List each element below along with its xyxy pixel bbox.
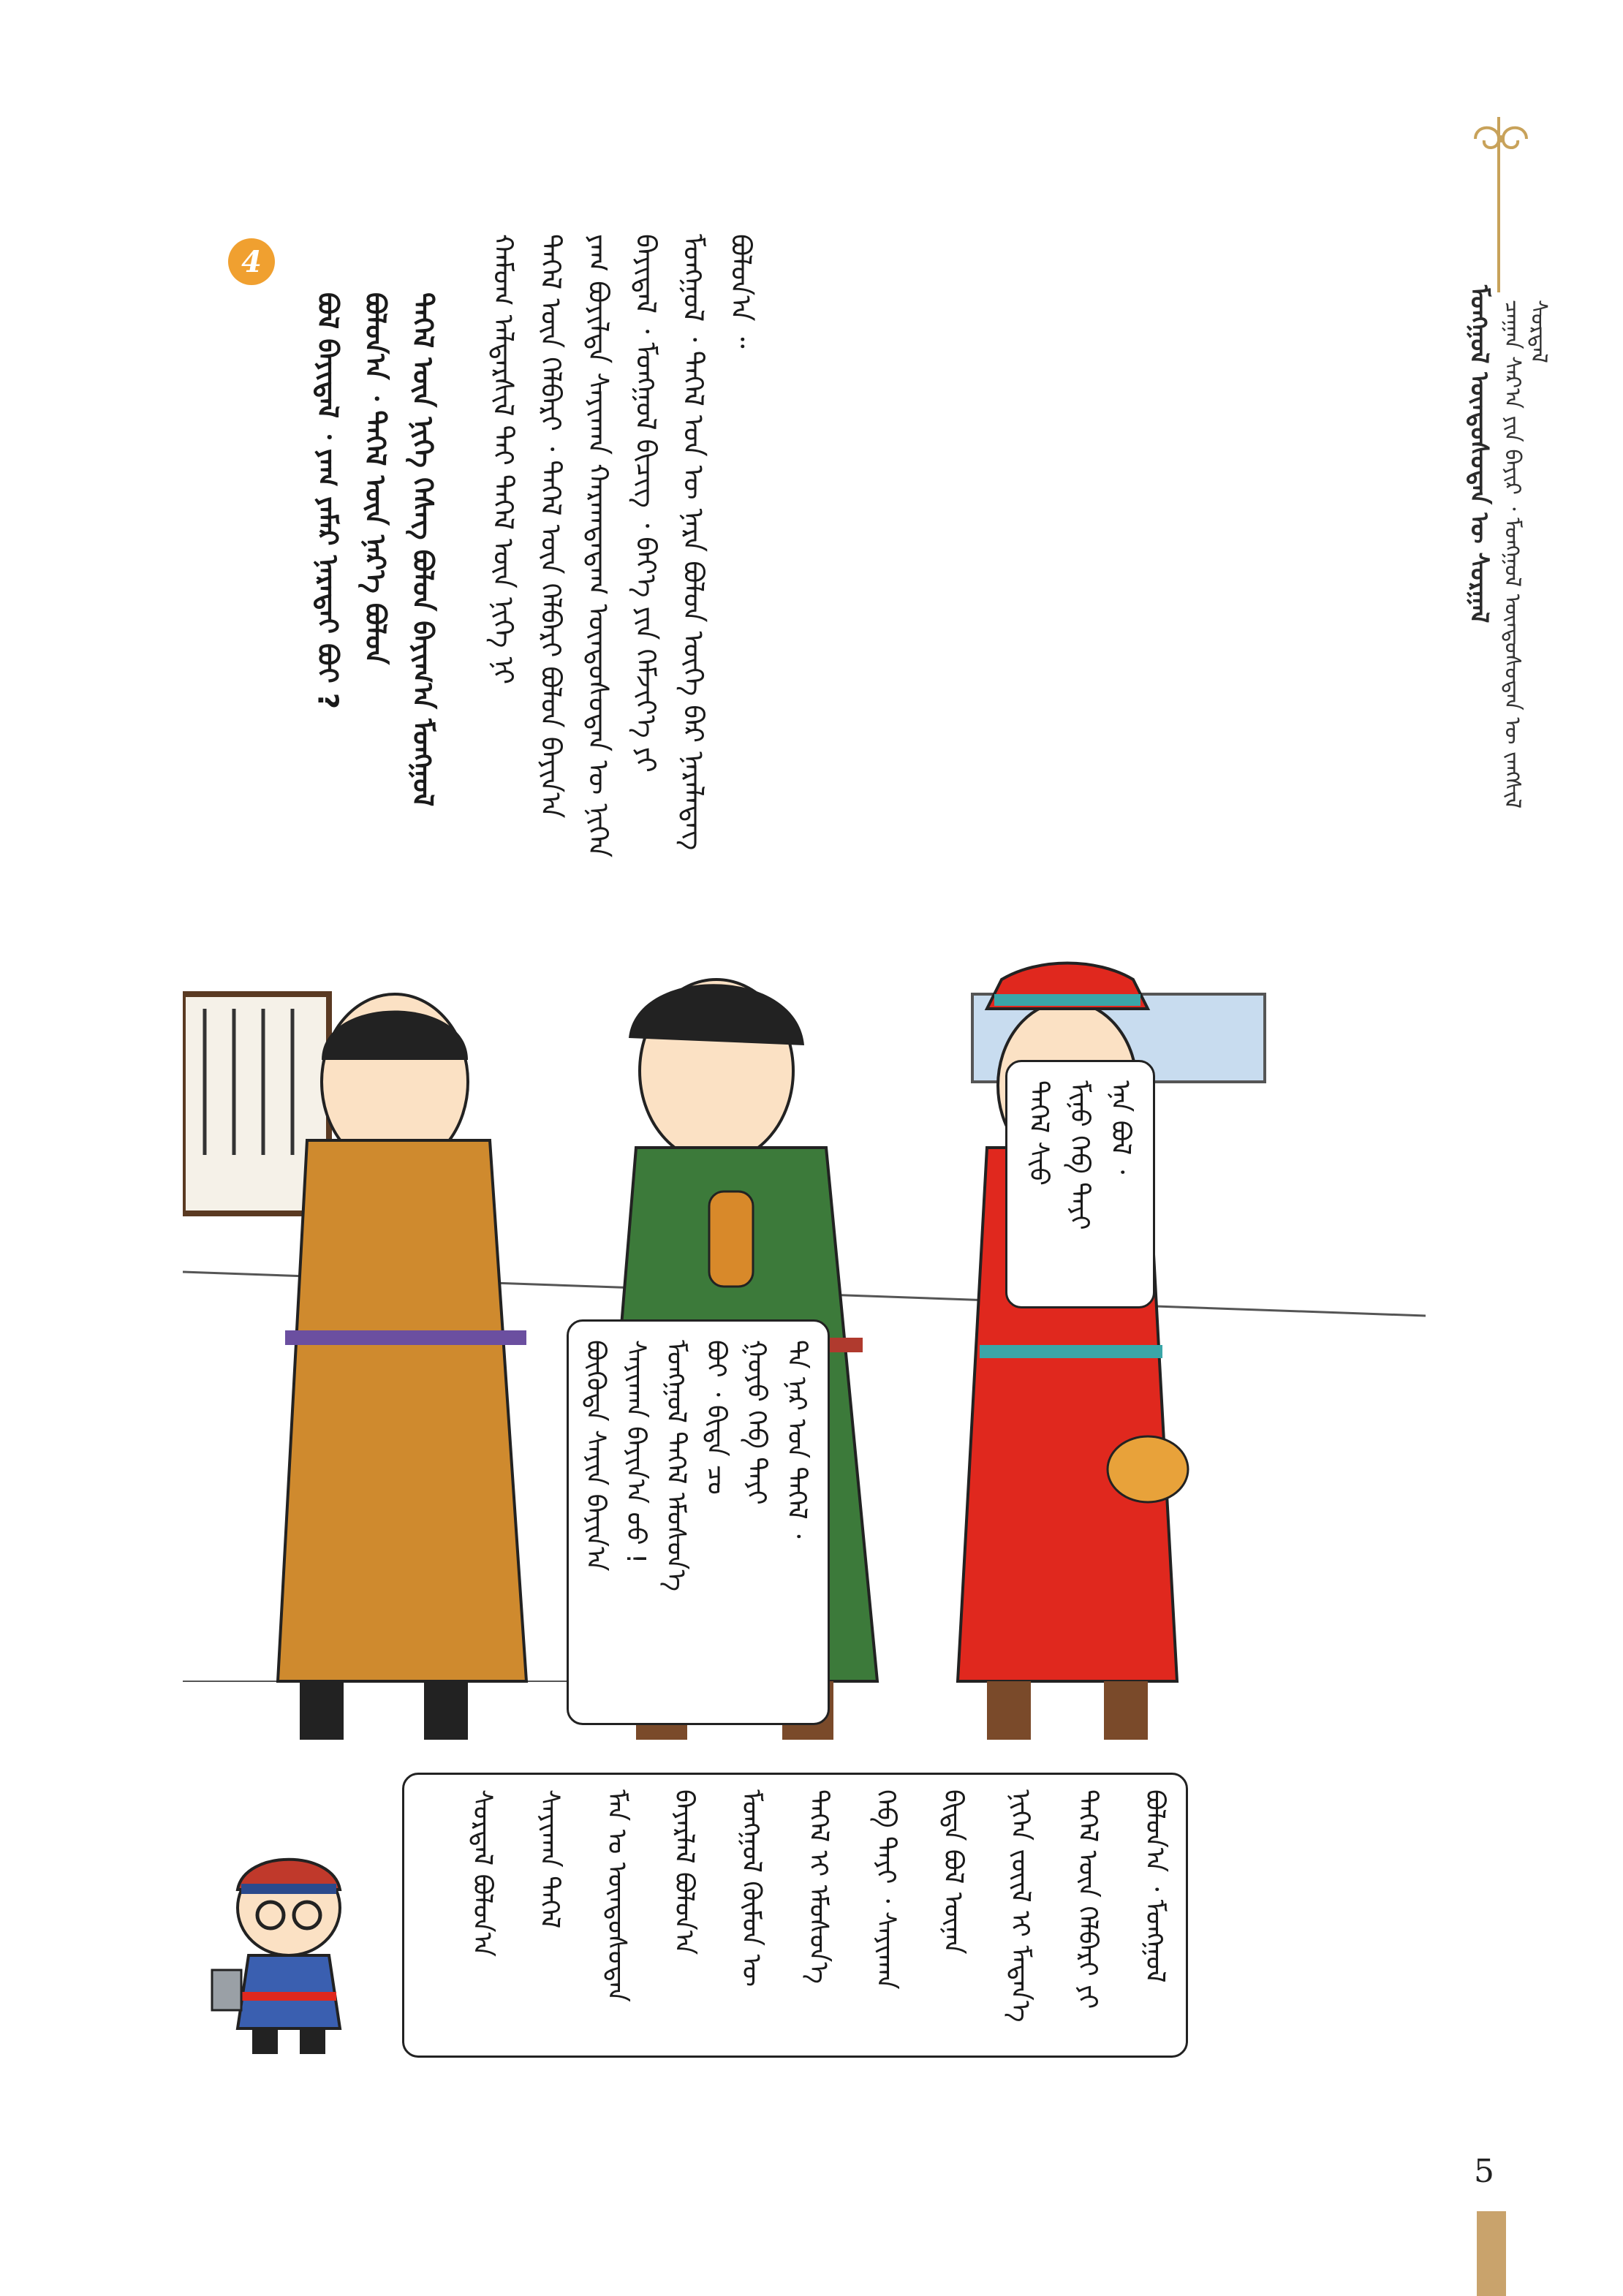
bubble-line: ᠭᠣᠶᠣ ᠬᠡᠪ ᠲᠠᠶᠢ [741, 1340, 771, 1505]
bubble-line: ᠰᠠᠶᠢᠬᠠᠨ ᠳᠡᠭᠡᠯ [534, 1789, 564, 1929]
bubble-line: ᠡᠨᠡ ᠪᠣᠯ ᠂ [1105, 1080, 1135, 1175]
speech-bubble-green-woman [567, 1319, 830, 1725]
bubble-line: ᠨᠢᠭᠡᠨ ᠵᠦᠢᠯ ᠢ ᠮᠡᠳᠡᠨ᠎ᠡ [1005, 1789, 1035, 2023]
bubble-line: ᠲᠠ ᠨᠠᠷ ᠤᠨ ᠳᠡᠭᠡᠯ ᠂ [782, 1340, 812, 1539]
bubble-line: ᠮᠠᠨ ᠤ ᠦᠨᠳᠦᠰᠦᠲᠡᠨ [602, 1789, 632, 2002]
page-corner-tab [1477, 2211, 1506, 2296]
bubble-line: ᠬᠡᠪ ᠲᠠᠶᠢ ᠂ ᠰᠠᠶᠢᠬᠠᠨ [871, 1789, 901, 1990]
paragraph-line: ᠬᠠᠮᠤᠭ ᠠᠯᠳᠠᠷᠰᠢᠯ ᠲᠠᠢ ᠳᠡᠭᠡᠯ ᠦᠨ ᠨᠢᠭᠡ ᠨᠢ [487, 234, 520, 685]
bubble-line: ᠳᠡᠭᠡᠯ ᠢ ᠡᠮᠦᠰᠦᠨ᠎ᠡ [803, 1789, 833, 1984]
header-subtitle: ᠴᠠᠭᠠᠨ ᠰᠠᠷ᠎ᠠ ᠶᠢᠨ ᠪᠠᠶᠢᠷ ᠂ ᠮᠣᠩᠭᠣᠯ ᠦᠨᠳᠦᠰᠦᠲᠡᠨ ᠦ ᠵᠠᠩᠱᠢᠯ ᠰᠤᠷᠲᠠᠯ [1499, 300, 1551, 809]
speech-bubble-guide-boy [402, 1773, 1188, 2058]
bubble-line: ᠪᠤᠢ ᠂ ᠪᠢᠳᠡ ᠴᠤ [701, 1340, 731, 1495]
paragraph-line: ᠶᠠᠭ ᠪᠣᠶᠢᠯᠲᠠ ᠰᠠᠶᠢᠬᠠᠨ ᠬᠠᠷᠠᠭᠳᠠᠳᠠᠭ ᠦᠨᠳᠦᠰᠦᠲᠡᠨ ᠦ ᠨᠢᠭᠡᠨ [582, 234, 615, 858]
guide-boy-mascot [208, 1846, 369, 2058]
page-number: 5 [1474, 2153, 1494, 2190]
question-number-badge: 4 [228, 238, 275, 285]
bubble-line: ᠮᠣᠩᠭᠣᠯ ᠬᠦᠮᠦᠨ ᠦ [736, 1789, 766, 1987]
bubble-line: ᠪᠣᠯᠤᠨ᠎ᠠ ᠂ ᠮᠣᠩᠭᠣᠯ [1140, 1789, 1170, 1983]
bubble-line: ᠰᠤᠷᠲᠠᠯ ᠪᠣᠯᠤᠨ᠎ᠠ [467, 1789, 497, 1957]
bubble-line: ᠪᠢᠳᠡ ᠪᠣᠯ ᠦᠨᠡᠨ [938, 1789, 968, 1955]
bubble-line: ᠰᠠᠶᠢᠬᠠᠨ ᠪᠠᠶᠢᠨ᠎ᠠ ᠦᠦ ! [621, 1340, 651, 1564]
bubble-line: ᠪᠦᠭᠦᠳᠡ ᠰᠠᠶᠢᠨ ᠪᠠᠶᠢᠨ᠎ᠠ [580, 1340, 610, 1572]
paragraph-line: ᠳᠡᠭᠡᠯ ᠦᠨ ᠬᠡᠯᠪᠡᠷᠢ ᠂ ᠳᠡᠭᠡᠯ ᠦᠨ ᠬᠡᠯᠪᠡᠷᠢ ᠪᠣᠯᠤᠨ ᠪᠠᠶᠢᠨ᠎ᠠ [534, 234, 567, 819]
question-line: ᠪᠣᠯ ᠪᠠᠶᠢᠳᠠᠯ ᠂ ᠶᠠᠭ ᠶᠠᠮᠠᠷ ᠨᠡᠷᠡᠲᠡᠢ ᠪᠣᠢ ? [311, 292, 344, 709]
header-rule [1497, 117, 1500, 292]
bubble-line: ᠪᠠᠶᠠᠷᠯᠠᠯ ᠪᠣᠯᠤᠨ᠎ᠠ [669, 1789, 699, 1955]
paragraph-line: ᠮᠣᠩᠭᠣᠯ ᠂ ᠳᠡᠭᠡᠯ ᠡᠳ ᠦ ᠨᠡᠷᠡ ᠪᠣᠯᠤᠨ ᠦᠭᠡ ᠪᠠᠷ ᠨᠡᠷᠡᠯᠡᠳᠡᠭ [677, 234, 710, 851]
question-line: ᠪᠣᠯᠤᠨ᠎ᠠ ᠂ ᠳᠡᠭᠡᠯ ᠦᠨ ᠨᠡᠷ᠎ᠡ ᠪᠣᠯᠤᠨ [359, 292, 392, 665]
paragraph-line: ᠪᠠᠶᠢᠳᠠᠯ ᠂ ᠮᠣᠩᠭᠣᠯ ᠪᠢᠴᠢᠭ ᠂ ᠪᠡᠶ᠎ᠡ ᠶᠢᠨ ᠬᠡᠮᠵᠢᠶ᠎ᠡ ᠶᠢ [629, 234, 662, 773]
question-line: ᠳᠡᠭᠡᠯ ᠦᠨ ᠨᠢᠭᠡ ᠬᠡᠰᠡᠭ ᠪᠣᠯᠤᠨ ᠪᠠᠶᠢᠭ᠎ᠠ ᠮᠣᠩᠭᠣᠯ [406, 292, 439, 807]
paragraph-line: ᠪᠣᠯᠤᠨ᠎ᠠ ᠃ [725, 234, 757, 349]
header-ornament-icon [1468, 117, 1534, 161]
header-title: ᠮᠣᠩᠭᠣᠯ ᠦᠨᠳᠦᠰᠦᠲᠡᠨ ᠦ ᠰᠤᠷᠭᠠᠯ [1464, 285, 1494, 624]
bubble-line: ᠮᠢᠨᠤ ᠬᠡᠪ ᠲᠠᠶᠢ [1064, 1080, 1094, 1230]
bubble-line: ᠳᠡᠭᠡᠯ ᠦᠨ ᠬᠡᠯᠪᠡᠷᠢ ᠶᠢ [1072, 1789, 1102, 2009]
bubble-line: ᠮᠣᠩᠭᠣᠯ ᠳᠡᠭᠡᠯ ᠡᠮᠦᠰᠦᠨ᠎ᠡ [661, 1340, 691, 1592]
bubble-line: ᠳᠡᠭᠡᠯ ᠰᠢᠦ [1024, 1080, 1053, 1186]
speech-bubble-red-woman [1005, 1060, 1155, 1308]
